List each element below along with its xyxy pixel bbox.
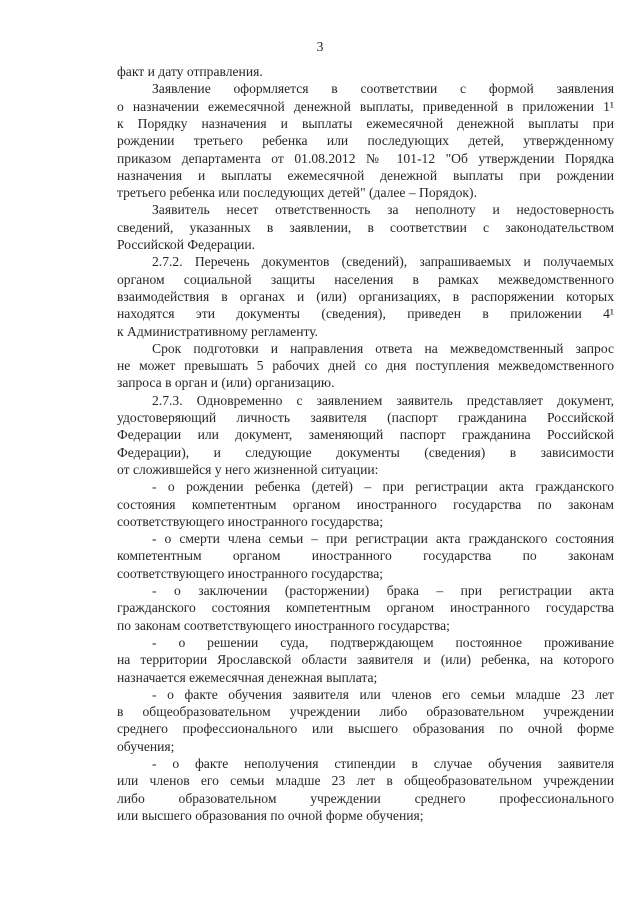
- text-line: назначается ежемесячная денежная выплата;: [117, 669, 378, 685]
- text-line: или высшего образования по очной форме обучения;: [117, 807, 424, 823]
- text-line: в общеобразовательном учреждении либо образовательном учреждении: [117, 704, 614, 720]
- text-line: соответствующего иностранного государства;: [117, 513, 384, 529]
- text-line: или членов его семьи младше 23 лет в общеобразовательном учреждении: [117, 773, 614, 789]
- text-line: к Административному регламенту.: [117, 323, 319, 339]
- text-line: Срок подготовки и направления ответа на межведомственный запрос: [152, 340, 614, 356]
- text-line: от сложившейся у него жизненной ситуации:: [117, 461, 379, 477]
- text-line: приказом департамента от 01.08.2012 № 101-12 "Об утверждении Порядка: [117, 150, 614, 166]
- text-line: Российской Федерации.: [117, 237, 255, 252]
- text-line: запроса в орган и (или) организацию.: [117, 375, 335, 391]
- text-line: компетентным органом иностранного государства по законам: [117, 548, 614, 564]
- text-line: назначения и выплаты ежемесячной денежной выплаты при рождении: [117, 167, 614, 183]
- text-line: Заявление оформляется в соответствии с формой заявления: [152, 81, 614, 97]
- text-line: рождении третьего ребенка или последующих детей, утвержденному: [117, 133, 614, 149]
- text-line: Заявитель несет ответственность за неполноту и недостоверность: [152, 202, 614, 218]
- text-line: - о решении суда, подтверждающем постоянное проживание: [152, 634, 614, 650]
- text-line: среднего профессионального или высшего образования по очной форме: [117, 721, 614, 737]
- text-line: состояния компетентным органом иностранного государства по законам: [117, 496, 614, 512]
- text-line: по законам соответствующего иностранного государства;: [117, 617, 450, 633]
- text-line: 2.7.3. Одновременно с заявлением заявитель представляет документ,: [152, 392, 614, 408]
- text-line: не может превышать 5 рабочих дней со дня поступления межведомственного: [117, 358, 614, 374]
- text-line: Федерации), и следующие документы (сведения) в зависимости: [117, 444, 614, 460]
- text-line: либо образовательном учреждении среднего профессионального: [117, 790, 614, 806]
- text-line: сведений, указанных в заявлении, в соответствии с законодательством: [117, 219, 614, 235]
- text-line: удостоверяющий личность заявителя (паспорт гражданина Российской: [117, 410, 614, 425]
- text-line: соответствующего иностранного государства;: [117, 565, 384, 581]
- text-line: факт и дату отправления.: [117, 64, 263, 79]
- text-line: - о факте обучения заявителя или членов его семьи младше 23 лет: [152, 686, 614, 702]
- text-line: 2.7.2. Перечень документов (сведений), запрашиваемых и получаемых: [152, 254, 614, 270]
- text-line: - о заключении (расторжении) брака – при регистрации акта: [152, 583, 614, 598]
- text-line: - о смерти члена семьи – при регистрации акта гражданского состояния: [152, 531, 614, 547]
- text-line: о назначении ежемесячной денежной выплаты, приведенной в приложении 1¹: [117, 98, 614, 114]
- text-line: - о факте неполучения стипендии в случае обучения заявителя: [152, 756, 614, 771]
- text-line: - о рождении ребенка (детей) – при регистрации акта гражданского: [152, 479, 614, 495]
- page-number: 3: [316, 39, 324, 54]
- text-line: обучения;: [117, 738, 175, 754]
- text-line: на территории Ярославской области заявителя и (или) ребенка, на которого: [117, 652, 614, 668]
- text-line: третьего ребенка или последующих детей" (далее – Порядок).: [117, 185, 477, 201]
- text-line: Федерации или документ, заменяющий паспорт гражданина Российской: [117, 427, 614, 443]
- text-line: находятся эти документы (сведения), приведен в приложении 4¹: [117, 306, 614, 322]
- text-line: органом социальной защиты населения в рамках межведомственного: [117, 271, 614, 287]
- text-line: к Порядку назначения и выплаты ежемесячной денежной выплаты при: [117, 115, 614, 131]
- text-line: взаимодействия в органах и (или) организациях, в распоряжении которых: [117, 288, 614, 304]
- text-line: гражданского состояния компетентным органом иностранного государства: [117, 600, 614, 616]
